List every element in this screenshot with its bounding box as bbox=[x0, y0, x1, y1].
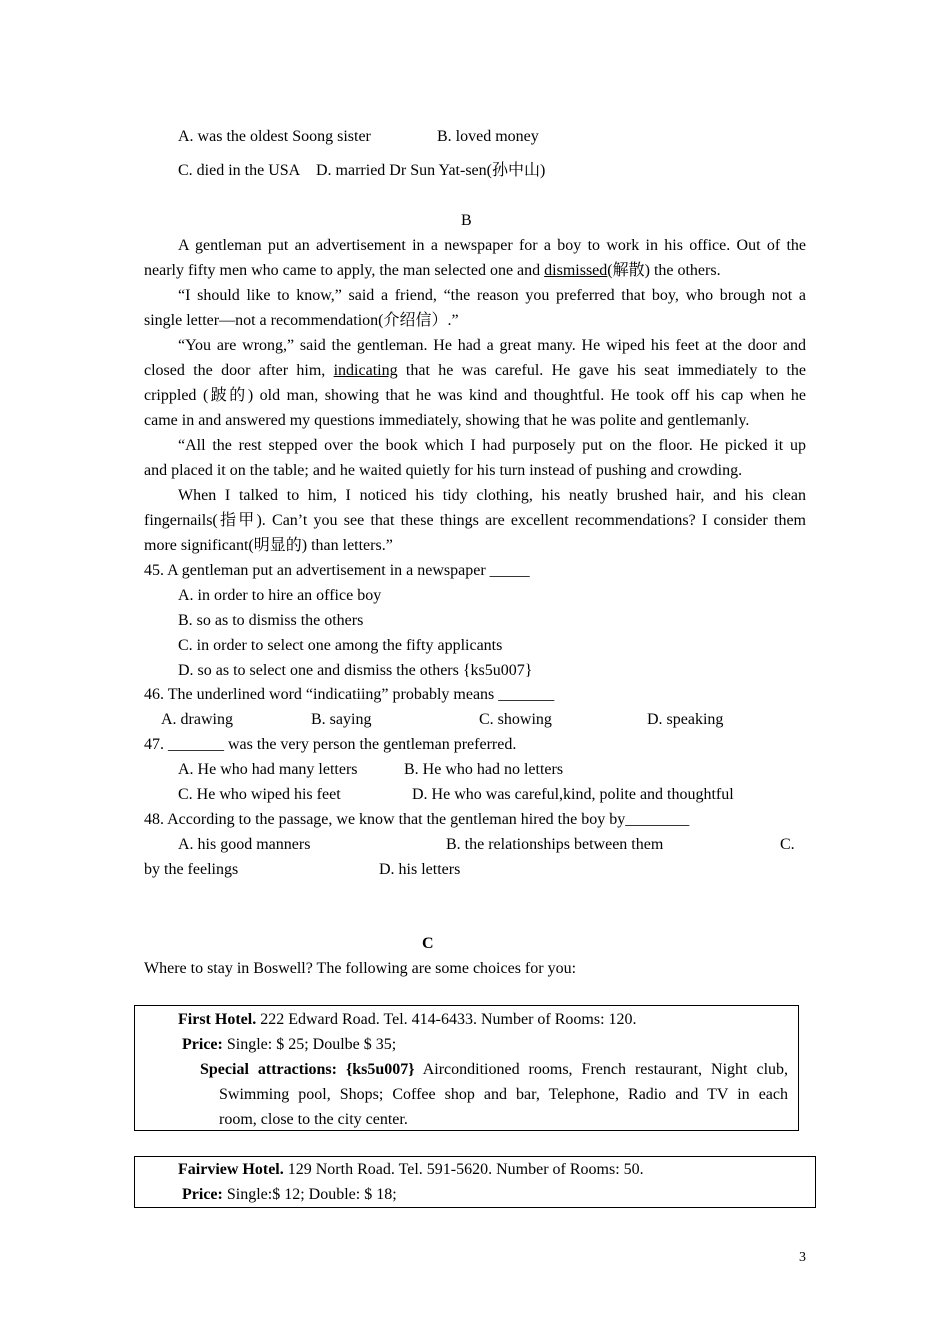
underlined-word-dismissed: dismissed bbox=[544, 262, 608, 279]
q45-option-a: A. in order to hire an office boy bbox=[178, 587, 382, 604]
q47-option-d: D. He who was careful,kind, polite and thoughtful bbox=[412, 786, 734, 803]
hotel2-name: Fairview Hotel. bbox=[178, 1161, 284, 1178]
q44-option-a: A. was the oldest Soong sister bbox=[178, 128, 371, 145]
passage-line: “All the rest stepped over the book which I had purposely put on the floor. He picked it up bbox=[178, 437, 806, 454]
passage-line: fingernails(指甲). Can’t you see that these things are excellent recommendations? I consider them bbox=[144, 512, 806, 529]
passage-line: “You are wrong,” said the gentleman. He had a great many. He wiped his feet at the door and bbox=[178, 337, 806, 354]
passage-line: more significant(明显的) than letters.” bbox=[144, 537, 393, 554]
q45-stem: 45. A gentleman put an advertisement in a newspaper _____ bbox=[144, 562, 530, 579]
q48-option-b: B. the relationships between them bbox=[446, 836, 664, 853]
hotel1-special: Special attractions: {ks5u007} Airconditioned rooms, French restaurant, Night club, bbox=[200, 1061, 789, 1078]
section-c-intro: Where to stay in Boswell? The following are some choices for you: bbox=[144, 960, 577, 977]
passage-line: came in and answered my questions immediately, showing that he was polite and gentlemanly. bbox=[144, 412, 750, 429]
q48-option-a: A. his good manners bbox=[178, 836, 311, 853]
q46-stem: 46. The underlined word “indicatiing” probably means _______ bbox=[144, 686, 555, 703]
hotel1-special-line: room, close to the city center. bbox=[219, 1111, 408, 1128]
q48-option-c-label: C. bbox=[780, 836, 795, 853]
q48-stem: 48. According to the passage, we know that the gentleman hired the boy by________ bbox=[144, 811, 690, 828]
q47-option-c: C. He who wiped his feet bbox=[178, 786, 341, 803]
q46-option-b: B. saying bbox=[311, 711, 372, 728]
q45-option-c: C. in order to select one among the fifty applicants bbox=[178, 637, 503, 654]
passage-line: crippled (跛的) old man, showing that he was kind and thoughtful. He took off his cap when he bbox=[144, 387, 806, 404]
q44-option-c: C. died in the USA bbox=[178, 162, 301, 179]
passage-line: and placed it on the table; and he waited quietly for his turn instead of pushing and crowding. bbox=[144, 462, 743, 479]
page-number: 3 bbox=[799, 1250, 806, 1265]
hotel1-price: Price: Single: $ 25; Doulbe $ 35; bbox=[182, 1036, 397, 1053]
q47-option-a: A. He who had many letters bbox=[178, 761, 358, 778]
hotel2-header: Fairview Hotel. 129 North Road. Tel. 591-5620. Number of Rooms: 50. bbox=[178, 1161, 644, 1178]
q47-option-b: B. He who had no letters bbox=[404, 761, 564, 778]
hotel1-special-label: Special attractions: {ks5u007} bbox=[200, 1061, 415, 1078]
hotel2-price-label: Price: bbox=[182, 1186, 223, 1203]
q46-option-c: C. showing bbox=[479, 711, 552, 728]
q45-option-d: D. so as to select one and dismiss the others {ks5u007} bbox=[178, 662, 533, 679]
passage-line: closed the door after him, indicating that he was careful. He gave his seat immediately to the bbox=[144, 362, 806, 379]
underlined-word-indicating: indicating bbox=[333, 362, 398, 379]
q46-option-d: D. speaking bbox=[647, 711, 724, 728]
q44-option-d: D. married Dr Sun Yat-sen(孙中山) bbox=[316, 162, 546, 179]
hotel1-price-label: Price: bbox=[182, 1036, 223, 1053]
q46-option-a: A. drawing bbox=[161, 711, 233, 728]
q48-option-d: D. his letters bbox=[379, 861, 461, 878]
hotel1-name: First Hotel. bbox=[178, 1011, 257, 1028]
passage-line: nearly fifty men who came to apply, the man selected one and dismissed(解散) the others. bbox=[144, 262, 721, 279]
passage-line: single letter—not a recommendation(介绍信）.” bbox=[144, 312, 459, 329]
passage-line: “I should like to know,” said a friend, “the reason you preferred that boy, who brough not a bbox=[178, 287, 806, 304]
section-b-heading: B bbox=[461, 212, 472, 229]
section-c-heading: C bbox=[422, 935, 434, 952]
hotel1-special-line: Swimming pool, Shops; Coffee shop and bar, Telephone, Radio and TV in each bbox=[219, 1086, 788, 1103]
q48-option-c-text: by the feelings bbox=[144, 861, 239, 878]
q47-stem: 47. _______ was the very person the gentleman preferred. bbox=[144, 736, 517, 753]
q45-option-b: B. so as to dismiss the others bbox=[178, 612, 364, 629]
passage-line: A gentleman put an advertisement in a newspaper for a boy to work in his office. Out of the bbox=[178, 237, 806, 254]
hotel1-header: First Hotel. 222 Edward Road. Tel. 414-6433. Number of Rooms: 120. bbox=[178, 1011, 637, 1028]
passage-line: When I talked to him, I noticed his tidy clothing, his neatly brushed hair, and his clean bbox=[178, 487, 806, 504]
q44-option-b: B. loved money bbox=[437, 128, 539, 145]
hotel2-price: Price: Single:$ 12; Double: $ 18; bbox=[182, 1186, 397, 1203]
